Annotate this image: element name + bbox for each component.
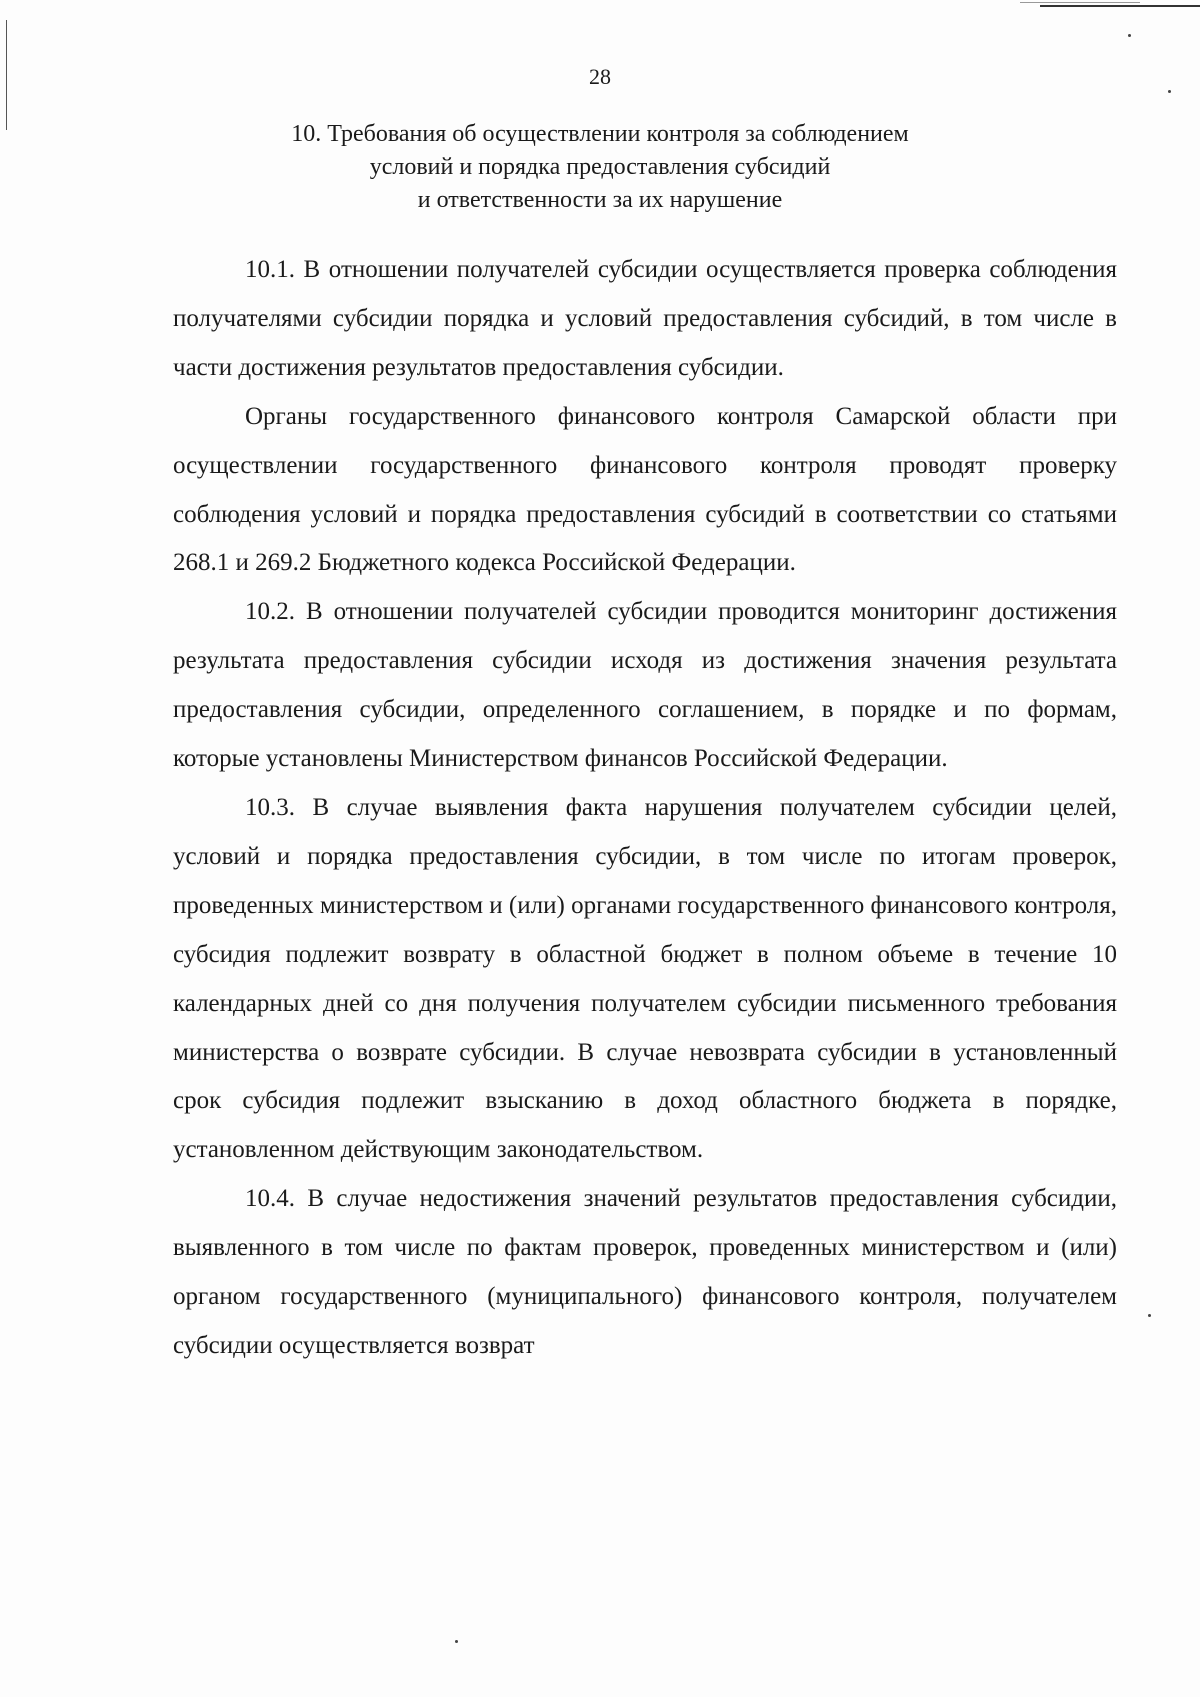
paragraph-10-2: 10.2. В отношении получателей субсидии проводится мониторинг достижения результата предоставления субсидии исходя из достижения значения результата предоставления субсидии, определенного соглашением, в порядке и по формам, которые установлены Министерством финансов Российской Федерации. [173,598,1117,773]
scan-artifact-line [1020,2,1140,3]
section-title-line: условий и порядка предоставления субсидий [369,154,831,180]
section-title-line: и ответственности за их нарушение [417,187,783,213]
section-title [200,118,1000,217]
paragraph-10-3: 10.3. В случае выявления факта нарушения получателем субсидии целей, условий и порядка предоставления субсидии, в том числе по итогам проверок, проведенных министерством и (или) органами государственного финансового контроля, субсидия подлежит возврату в областной бюджет в полном объеме в течение 10 календарных дней со дня получения получателем субсидии письменного требования министерства о возврате субсидии. В случае невозврата субсидии в установленный срок субсидия подлежит взысканию в доход областного бюджета в порядке, установленном действующим законодательством. [173,793,1117,1164]
paragraph-10-1: 10.1. В отношении получателей субсидии осуществляется проверка соблюдения получателями субсидии порядка и условий предоставления субсидий, в том числе в части достижения результатов предоставления субсидии. [173,256,1117,381]
section-title-line: 10. Требования об осуществлении контроля за соблюдением [291,121,909,147]
paragraph-control-bodies: Органы государственного финансового контроля Самарской области при осуществлении государственного финансового контроля проводят проверку соблюдения условий и порядка предоставления субсидий в соответствии со статьями 268.1 и 269.2 Бюджетного кодекса Российской Федерации. [173,402,1117,577]
scan-speck [1168,90,1171,93]
paragraph-10-4: 10.4. В случае недостижения значений результатов предоставления субсидии, выявленного в том числе по фактам проверок, проведенных министерством и (или) органом государственного (муниципального) финансового контроля, получателем субсидии осуществляется возврат [173,1185,1117,1359]
scan-speck [1128,34,1131,37]
document-body [173,246,1117,1371]
scan-speck [1148,1314,1151,1317]
scan-speck [455,1640,458,1643]
page-number: 28 [589,64,611,89]
scan-artifact-line [1040,5,1200,7]
